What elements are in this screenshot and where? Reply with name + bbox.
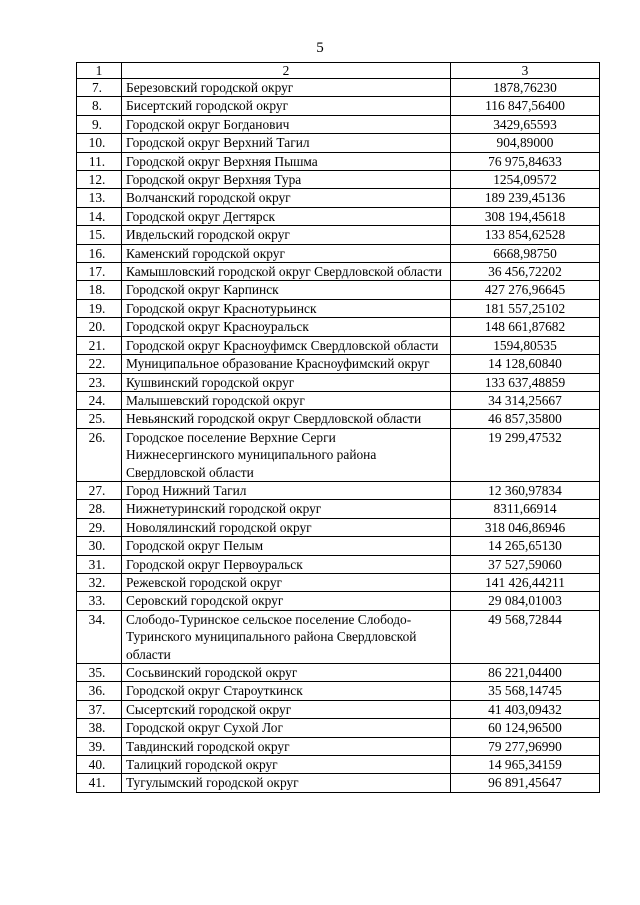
row-number: 27. <box>77 481 122 499</box>
amount-value: 36 456,72202 <box>451 263 600 281</box>
row-number: 33. <box>77 592 122 610</box>
row-number: 36. <box>77 682 122 700</box>
header-col-3: 3 <box>451 63 600 79</box>
municipality-name: Ивдельский городской округ <box>122 226 451 244</box>
row-number: 31. <box>77 555 122 573</box>
table-row <box>77 610 600 663</box>
row-number: 16. <box>77 244 122 262</box>
table-row <box>77 664 600 682</box>
row-number: 13. <box>77 189 122 207</box>
table-row <box>77 97 600 115</box>
amount-value: 6668,98750 <box>451 244 600 262</box>
page-number: 5 <box>316 40 324 56</box>
row-number: 15. <box>77 226 122 244</box>
row-number: 38. <box>77 719 122 737</box>
amount-value: 427 276,96645 <box>451 281 600 299</box>
amount-value: 60 124,96500 <box>451 719 600 737</box>
amount-value: 116 847,56400 <box>451 97 600 115</box>
amount-value: 148 661,87682 <box>451 318 600 336</box>
municipality-name: Городской округ Пелым <box>122 537 451 555</box>
amount-value: 1254,09572 <box>451 171 600 189</box>
amount-value: 181 557,25102 <box>451 299 600 317</box>
row-number: 21. <box>77 336 122 354</box>
municipality-name: Городской округ Богданович <box>122 115 451 133</box>
amount-value: 904,89000 <box>451 134 600 152</box>
table-row <box>77 719 600 737</box>
table-row <box>77 410 600 428</box>
row-number: 35. <box>77 664 122 682</box>
table-row <box>77 481 600 499</box>
row-number: 12. <box>77 171 122 189</box>
row-number: 28. <box>77 500 122 518</box>
row-number: 10. <box>77 134 122 152</box>
table-row <box>77 700 600 718</box>
row-number: 30. <box>77 537 122 555</box>
municipality-name: Тавдинский городской округ <box>122 737 451 755</box>
amount-value: 19 299,47532 <box>451 428 600 481</box>
row-number: 39. <box>77 737 122 755</box>
municipality-name: Городской округ Верхняя Тура <box>122 171 451 189</box>
municipality-name: Бисертский городской округ <box>122 97 451 115</box>
municipality-name: Талицкий городской округ <box>122 756 451 774</box>
table-row <box>77 134 600 152</box>
table-row <box>77 79 600 97</box>
municipality-name: Новолялинский городской округ <box>122 518 451 536</box>
municipality-name: Муниципальное образование Красноуфимский округ <box>122 355 451 373</box>
table-row <box>77 774 600 792</box>
row-number: 25. <box>77 410 122 428</box>
amount-value: 96 891,45647 <box>451 774 600 792</box>
amount-value: 76 975,84633 <box>451 152 600 170</box>
table-row <box>77 171 600 189</box>
table-row <box>77 152 600 170</box>
amount-value: 37 527,59060 <box>451 555 600 573</box>
table-row <box>77 115 600 133</box>
table-row <box>77 518 600 536</box>
table-row <box>77 318 600 336</box>
row-number: 23. <box>77 373 122 391</box>
municipality-name: Серовский городской округ <box>122 592 451 610</box>
row-number: 20. <box>77 318 122 336</box>
municipality-name: Городской округ Староуткинск <box>122 682 451 700</box>
amount-value: 79 277,96990 <box>451 737 600 755</box>
row-number: 9. <box>77 115 122 133</box>
municipality-name: Городской округ Первоуральск <box>122 555 451 573</box>
table-row <box>77 281 600 299</box>
amount-value: 14 128,60840 <box>451 355 600 373</box>
row-number: 24. <box>77 391 122 409</box>
amount-value: 41 403,09432 <box>451 700 600 718</box>
row-number: 26. <box>77 428 122 481</box>
amount-value: 29 084,01003 <box>451 592 600 610</box>
municipality-name: Городской округ Сухой Лог <box>122 719 451 737</box>
municipality-name: Тугулымский городской округ <box>122 774 451 792</box>
municipality-name: Городское поселение Верхние Серги Нижнесергинского муниципального района Свердловской области <box>122 428 451 481</box>
amount-value: 133 854,62528 <box>451 226 600 244</box>
amount-value: 35 568,14745 <box>451 682 600 700</box>
row-number: 19. <box>77 299 122 317</box>
row-number: 37. <box>77 700 122 718</box>
municipality-name: Сысертский городской округ <box>122 700 451 718</box>
row-number: 40. <box>77 756 122 774</box>
municipality-name: Нижнетуринский городской округ <box>122 500 451 518</box>
amount-value: 318 046,86946 <box>451 518 600 536</box>
amount-value: 1594,80535 <box>451 336 600 354</box>
table-row <box>77 244 600 262</box>
municipality-name: Город Нижний Тагил <box>122 481 451 499</box>
municipality-name: Невьянский городской округ Свердловской области <box>122 410 451 428</box>
header-col-1: 1 <box>77 63 122 79</box>
row-number: 17. <box>77 263 122 281</box>
amount-value: 46 857,35800 <box>451 410 600 428</box>
table-row <box>77 555 600 573</box>
funding-table <box>76 62 600 793</box>
municipality-name: Городской округ Верхняя Пышма <box>122 152 451 170</box>
municipality-name: Слободо-Туринское сельское поселение Слободо-Туринского муниципального района Свердловской области <box>122 610 451 663</box>
municipality-name: Городской округ Верхний Тагил <box>122 134 451 152</box>
row-number: 29. <box>77 518 122 536</box>
amount-value: 12 360,97834 <box>451 481 600 499</box>
municipality-name: Камышловский городской округ Свердловской области <box>122 263 451 281</box>
municipality-name: Каменский городской округ <box>122 244 451 262</box>
table-row <box>77 336 600 354</box>
row-number: 11. <box>77 152 122 170</box>
municipality-name: Кушвинский городской округ <box>122 373 451 391</box>
table-row <box>77 756 600 774</box>
municipality-name: Городской округ Дегтярск <box>122 207 451 225</box>
table-row <box>77 263 600 281</box>
row-number: 14. <box>77 207 122 225</box>
table-row <box>77 592 600 610</box>
table-row <box>77 391 600 409</box>
table-row <box>77 500 600 518</box>
row-number: 18. <box>77 281 122 299</box>
amount-value: 14 265,65130 <box>451 537 600 555</box>
row-number: 22. <box>77 355 122 373</box>
table-row <box>77 537 600 555</box>
municipality-name: Волчанский городской округ <box>122 189 451 207</box>
table-row <box>77 573 600 591</box>
table-row <box>77 428 600 481</box>
table-row <box>77 226 600 244</box>
amount-value: 308 194,45618 <box>451 207 600 225</box>
municipality-name: Городской округ Краснотурьинск <box>122 299 451 317</box>
amount-value: 86 221,04400 <box>451 664 600 682</box>
municipality-name: Режевской городской округ <box>122 573 451 591</box>
amount-value: 141 426,44211 <box>451 573 600 591</box>
table-row <box>77 299 600 317</box>
amount-value: 14 965,34159 <box>451 756 600 774</box>
row-number: 41. <box>77 774 122 792</box>
municipality-name: Городской округ Карпинск <box>122 281 451 299</box>
amount-value: 189 239,45136 <box>451 189 600 207</box>
header-col-2: 2 <box>122 63 451 79</box>
municipality-name: Сосьвинский городской округ <box>122 664 451 682</box>
amount-value: 3429,65593 <box>451 115 600 133</box>
municipality-name: Городской округ Красноуральск <box>122 318 451 336</box>
amount-value: 133 637,48859 <box>451 373 600 391</box>
table-header-row <box>77 63 600 79</box>
table-row <box>77 207 600 225</box>
table-row <box>77 373 600 391</box>
row-number: 8. <box>77 97 122 115</box>
amount-value: 8311,66914 <box>451 500 600 518</box>
table-row <box>77 682 600 700</box>
table-row <box>77 189 600 207</box>
table-row <box>77 737 600 755</box>
municipality-name: Малышевский городской округ <box>122 391 451 409</box>
row-number: 32. <box>77 573 122 591</box>
table-row <box>77 355 600 373</box>
row-number: 34. <box>77 610 122 663</box>
amount-value: 49 568,72844 <box>451 610 600 663</box>
municipality-name: Березовский городской округ <box>122 79 451 97</box>
amount-value: 1878,76230 <box>451 79 600 97</box>
amount-value: 34 314,25667 <box>451 391 600 409</box>
municipality-name: Городской округ Красноуфимск Свердловской области <box>122 336 451 354</box>
row-number: 7. <box>77 79 122 97</box>
